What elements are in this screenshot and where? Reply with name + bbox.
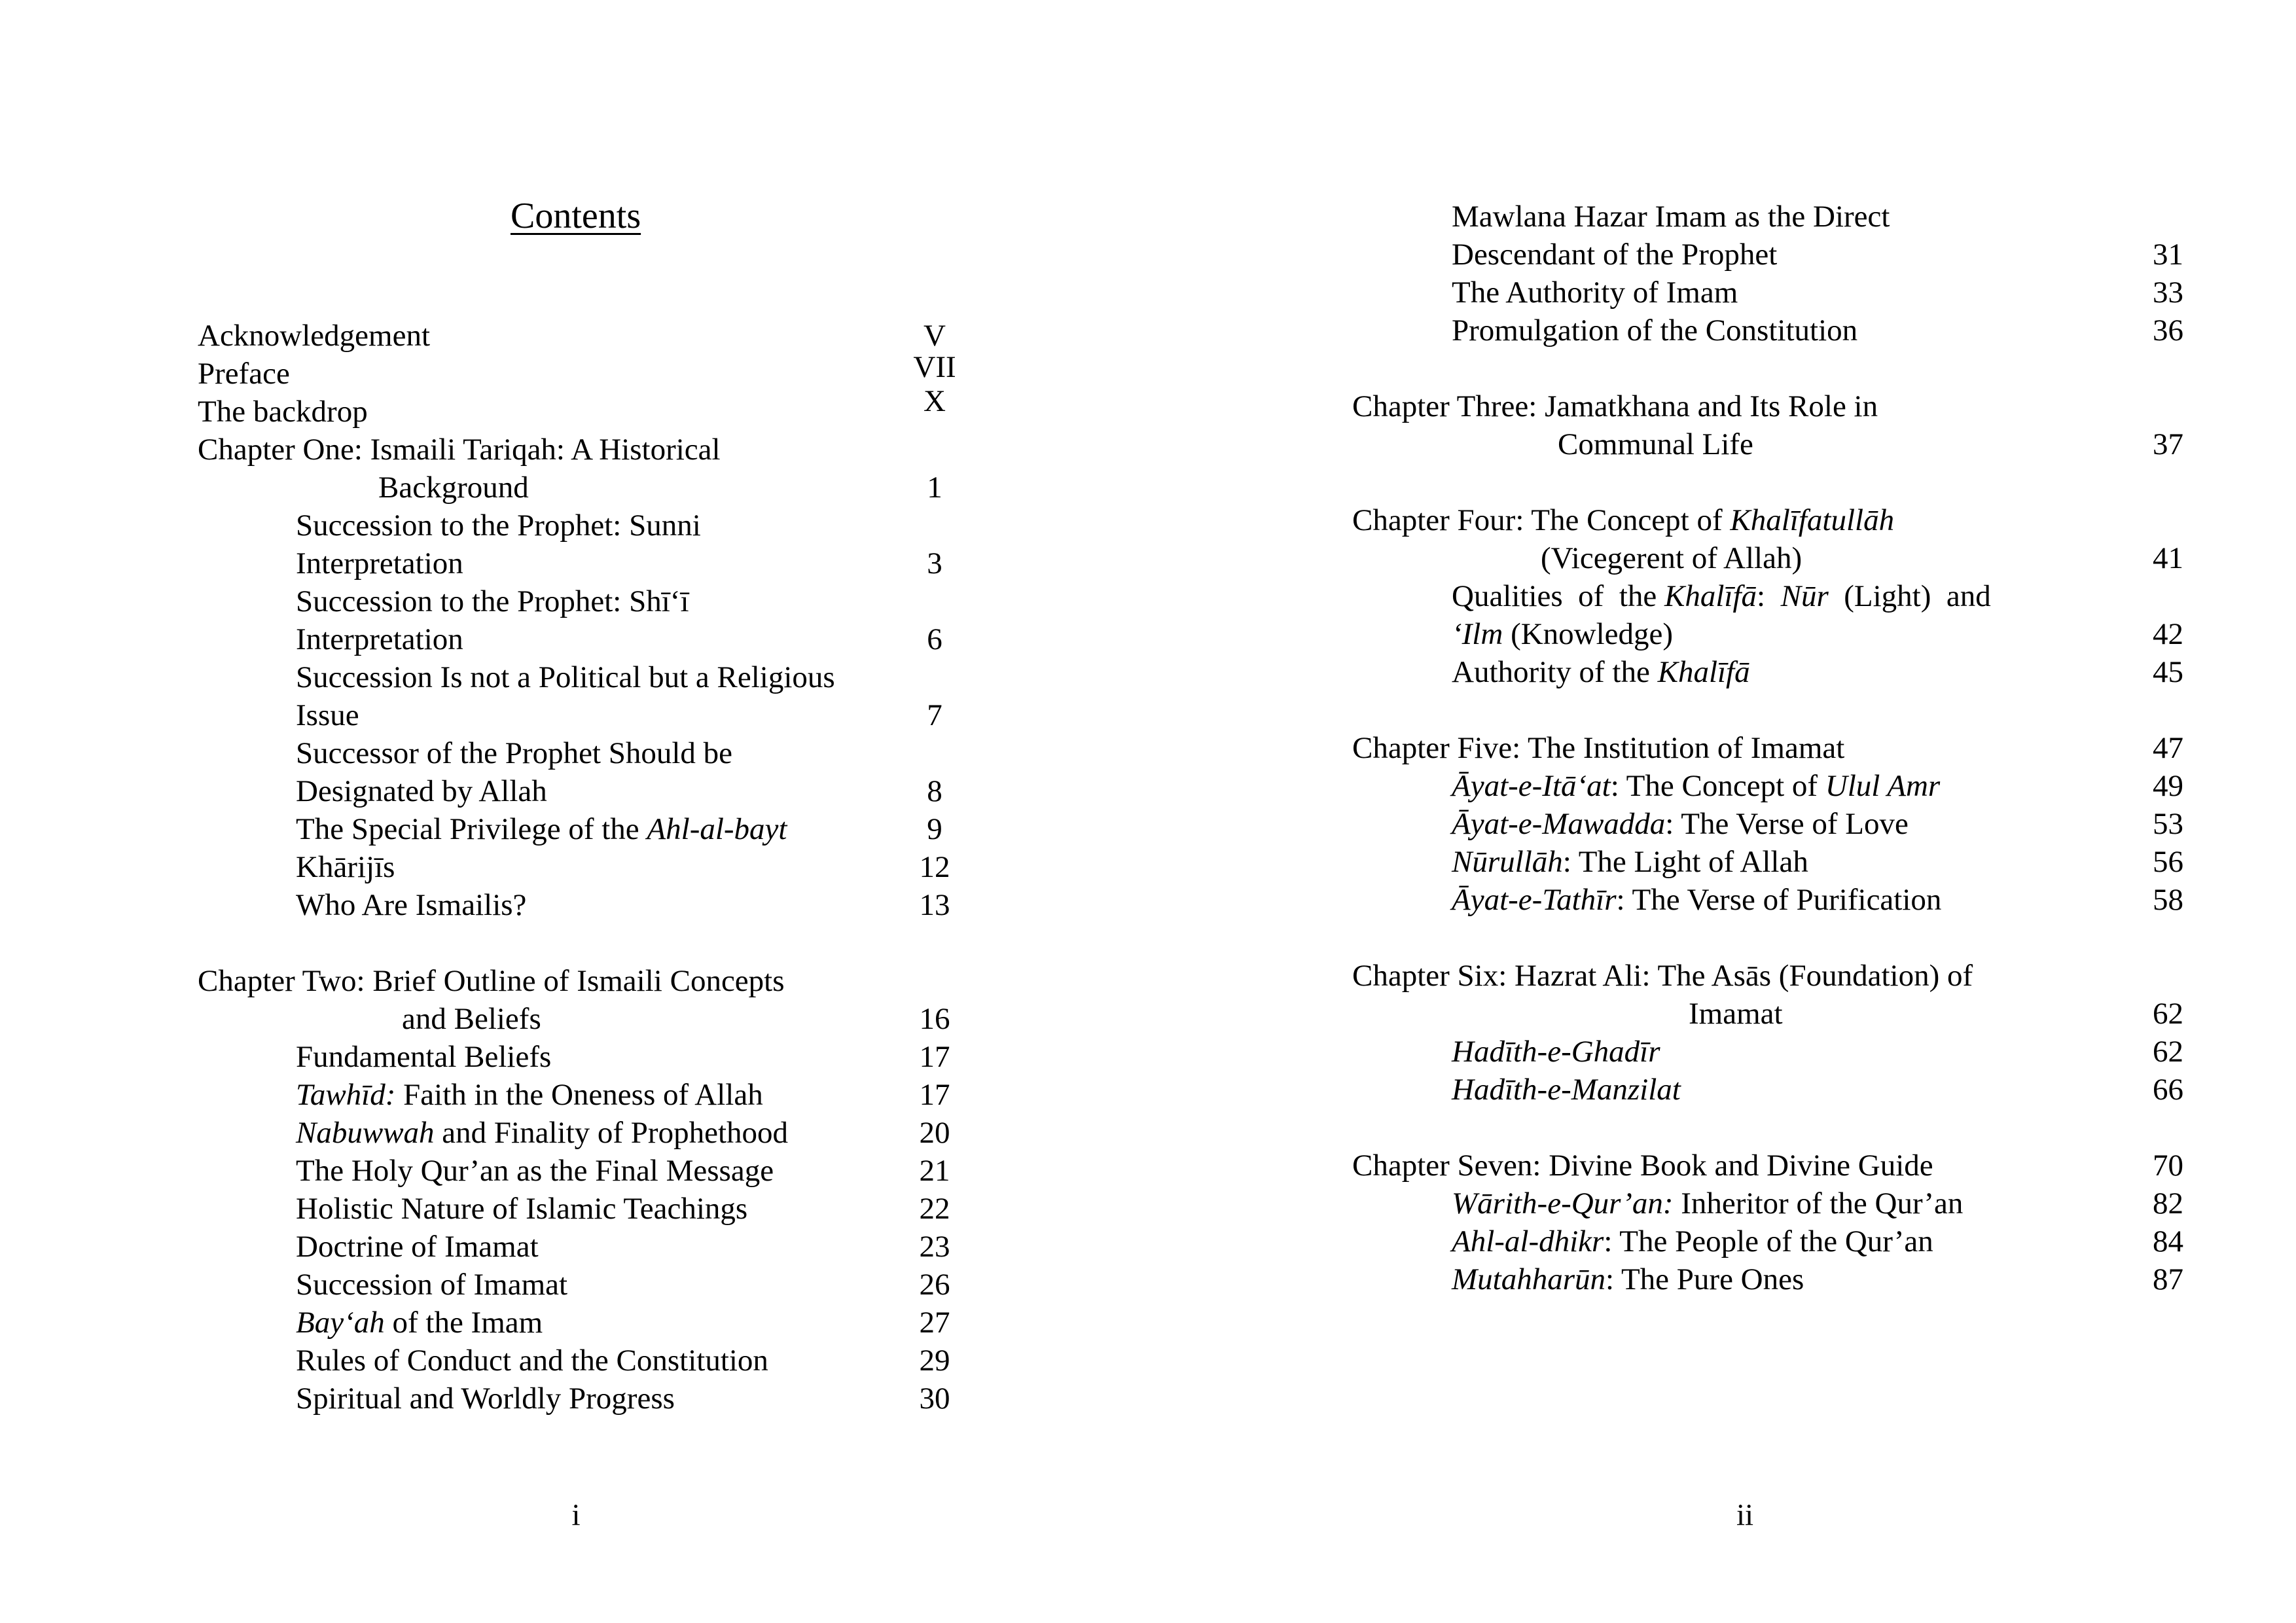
toc-entry: Interpretation — [296, 622, 463, 656]
toc-entry-italic: Āyat-e-Itā‘at — [1452, 769, 1611, 803]
toc-entry-italic: Nūr — [1780, 579, 1829, 613]
chapter-heading-cont: Background — [378, 471, 529, 505]
toc-entry-text: (Knowledge) — [1503, 617, 1674, 651]
toc-page: VII — [913, 350, 956, 384]
toc-entry-text: Qualities of the — [1452, 579, 1665, 613]
toc-entry: Holistic Nature of Islamic Teachings — [296, 1192, 748, 1226]
toc-entry — [1452, 615, 1673, 653]
toc-entry-text: and Finality of Prophethood — [434, 1116, 789, 1150]
toc-entry-text: : The Pure Ones — [1605, 1262, 1804, 1296]
toc-entry: Descendant of the Prophet — [1452, 238, 1778, 272]
toc-page: 27 — [919, 1306, 950, 1340]
toc-entry — [1452, 1260, 1804, 1298]
toc-page: 82 — [2153, 1186, 2183, 1221]
toc-entry: Succession Is not a Political but a Religious — [296, 660, 835, 694]
toc-page: 58 — [2153, 883, 2183, 917]
toc-entry: Promulgation of the Constitution — [1452, 313, 1858, 348]
toc-entry — [296, 1076, 763, 1114]
toc-entry: Doctrine of Imamat — [296, 1230, 539, 1264]
toc-page: 1 — [927, 471, 942, 505]
toc-entry — [1452, 1071, 1681, 1109]
chapter-heading: Chapter Two: Brief Outline of Ismaili Concepts — [198, 964, 785, 998]
toc-entry-italic: Ahl-al-bayt — [647, 812, 787, 846]
toc-entry-italic: Khalīfā — [1657, 655, 1750, 689]
toc-page: 56 — [2153, 845, 2183, 879]
toc-entry-text: (Light) and — [1828, 579, 1991, 613]
toc-page: 20 — [919, 1116, 950, 1150]
chapter-heading-cont: Imamat — [1689, 997, 1783, 1031]
toc-entry: Spiritual and Worldly Progress — [296, 1382, 675, 1416]
toc-entry-italic: Āyat-e-Tathīr — [1452, 883, 1617, 917]
chapter-heading: Chapter Seven: Divine Book and Divine Guide — [1352, 1149, 1933, 1183]
toc-page: 36 — [2153, 313, 2183, 348]
toc-entry-text: : The Verse of Purification — [1616, 883, 1942, 917]
toc-entry: Khārijīs — [296, 850, 395, 884]
toc-entry — [1452, 1222, 1933, 1260]
toc-entry: Rules of Conduct and the Constitution — [296, 1344, 768, 1378]
toc-entry: Successor of the Prophet Should be — [296, 736, 733, 770]
toc-entry — [1452, 577, 1991, 615]
toc-page: 42 — [2153, 617, 2183, 651]
toc-page: 16 — [919, 1002, 950, 1036]
toc-entry-text: Faith in the Oneness of Allah — [395, 1078, 763, 1112]
toc-entry: Issue — [296, 698, 359, 732]
toc-entry-italic: Khalīfatullāh — [1730, 503, 1895, 537]
toc-page: 12 — [919, 850, 950, 884]
chapter-heading: Chapter Five: The Institution of Imamat — [1352, 731, 1845, 765]
toc-page: 87 — [2153, 1262, 2183, 1296]
toc-entry-italic: Hadīth-e-Ghadīr — [1452, 1035, 1660, 1069]
toc-page: 21 — [919, 1154, 950, 1188]
toc-entry — [1452, 1185, 1963, 1222]
toc-entry-italic: Ahl-al-dhikr — [1452, 1224, 1604, 1258]
toc-page: 66 — [2153, 1073, 2183, 1107]
toc-entry: Succession of Imamat — [296, 1268, 568, 1302]
toc-entry: Mawlana Hazar Imam as the Direct — [1452, 200, 1890, 234]
chapter-heading-cont: (Vicegerent of Allah) — [1541, 541, 1803, 575]
toc-page: 70 — [2153, 1149, 2183, 1183]
toc-entry: Fundamental Beliefs — [296, 1040, 552, 1074]
toc-page: 49 — [2153, 769, 2183, 803]
toc-page: 47 — [2153, 731, 2183, 765]
toc-page: 30 — [919, 1382, 950, 1416]
toc-entry — [1452, 767, 1940, 805]
toc-page: 26 — [919, 1268, 950, 1302]
toc-page: 41 — [2153, 541, 2183, 575]
toc-page: 62 — [2153, 1035, 2183, 1069]
chapter-heading-cont: Communal Life — [1558, 427, 1753, 461]
toc-entry-text: Inheritor of the Qur’an — [1673, 1186, 1964, 1221]
toc-page: 6 — [927, 622, 942, 656]
page-number: ii — [1736, 1498, 1754, 1532]
chapter-heading: Chapter Three: Jamatkhana and Its Role in — [1352, 389, 1878, 423]
toc-page: 53 — [2153, 807, 2183, 841]
toc-entry-italic: Tawhīd: — [296, 1078, 396, 1112]
toc-entry-text: : — [1757, 579, 1781, 613]
toc-page: 9 — [927, 812, 942, 846]
page-number: i — [571, 1498, 581, 1532]
toc-entry: Interpretation — [296, 546, 463, 580]
toc-entry-text: : The Verse of Love — [1665, 807, 1909, 841]
toc-entry: Designated by Allah — [296, 774, 547, 808]
toc-entry: The backdrop — [198, 395, 368, 429]
toc-entry-text: : The Concept of — [1610, 769, 1825, 803]
toc-page: 31 — [2153, 238, 2183, 272]
toc-page: 29 — [919, 1344, 950, 1378]
chapter-heading — [1352, 501, 1894, 539]
toc-entry-text: Chapter Four: The Concept of — [1352, 503, 1731, 537]
toc-entry-italic: Nūrullāh — [1452, 845, 1563, 879]
toc-entry: Acknowledgement — [198, 319, 431, 353]
toc-page: 13 — [919, 888, 950, 922]
toc-entry-text: : The People of the Qur’an — [1604, 1224, 1933, 1258]
toc-entry — [296, 1114, 788, 1152]
toc-entry-italic: Khalīfā — [1664, 579, 1757, 613]
toc-entry-italic: Mutahharūn — [1452, 1262, 1605, 1296]
toc-entry-text: : The Light of Allah — [1562, 845, 1808, 879]
toc-entry: The Authority of Imam — [1452, 276, 1738, 310]
toc-entry-italic: Āyat-e-Mawadda — [1452, 807, 1666, 841]
toc-page: 8 — [927, 774, 942, 808]
toc-entry — [1452, 653, 1750, 691]
toc-entry — [1452, 881, 1941, 919]
toc-page: 3 — [927, 546, 942, 580]
toc-page: 33 — [2153, 276, 2183, 310]
toc-entry-text: The Special Privilege of the — [296, 812, 647, 846]
toc-page: 62 — [2153, 997, 2183, 1031]
toc-entry: Succession to the Prophet: Shī‘ī — [296, 584, 689, 618]
toc-page: 17 — [919, 1040, 950, 1074]
toc-entry — [296, 810, 787, 848]
toc-page: V — [924, 319, 946, 353]
toc-entry-text: of the Imam — [384, 1306, 543, 1340]
toc-entry — [1452, 843, 1808, 881]
chapter-heading: Chapter One: Ismaili Tariqah: A Historical — [198, 433, 721, 467]
toc-page: 23 — [919, 1230, 950, 1264]
toc-entry-text: Authority of the — [1452, 655, 1658, 689]
toc-entry — [1452, 1033, 1660, 1071]
toc-entry: The Holy Qur’an as the Final Message — [296, 1154, 774, 1188]
toc-entry-italic: ‘Ilm — [1452, 617, 1503, 651]
toc-page: X — [924, 384, 946, 418]
toc-page: 22 — [919, 1192, 950, 1226]
toc-page: 84 — [2153, 1224, 2183, 1258]
chapter-heading: Chapter Six: Hazrat Ali: The Asās (Foundation) of — [1352, 959, 1973, 993]
toc-entry-italic: Hadīth-e-Manzilat — [1452, 1073, 1681, 1107]
toc-entry: Who Are Ismailis? — [296, 888, 527, 922]
toc-page: 45 — [2153, 655, 2183, 689]
toc-entry: Preface — [198, 357, 290, 391]
toc-entry — [1452, 805, 1909, 843]
toc-entry-italic: Bay‘ah — [296, 1306, 385, 1340]
toc-entry — [296, 1304, 543, 1342]
toc-page: 17 — [919, 1078, 950, 1112]
toc-page: 37 — [2153, 427, 2183, 461]
chapter-heading-cont: and Beliefs — [402, 1002, 541, 1036]
toc-entry-italic: Nabuwwah — [296, 1116, 435, 1150]
toc-page: 7 — [927, 698, 942, 732]
toc-entry-italic: Wārith-e-Qur’an: — [1452, 1186, 1674, 1221]
toc-entry: Succession to the Prophet: Sunni — [296, 508, 701, 543]
contents-title: Contents — [511, 196, 641, 236]
right-page — [1148, 0, 2296, 1623]
toc-entry-italic: Ulul Amr — [1825, 769, 1941, 803]
